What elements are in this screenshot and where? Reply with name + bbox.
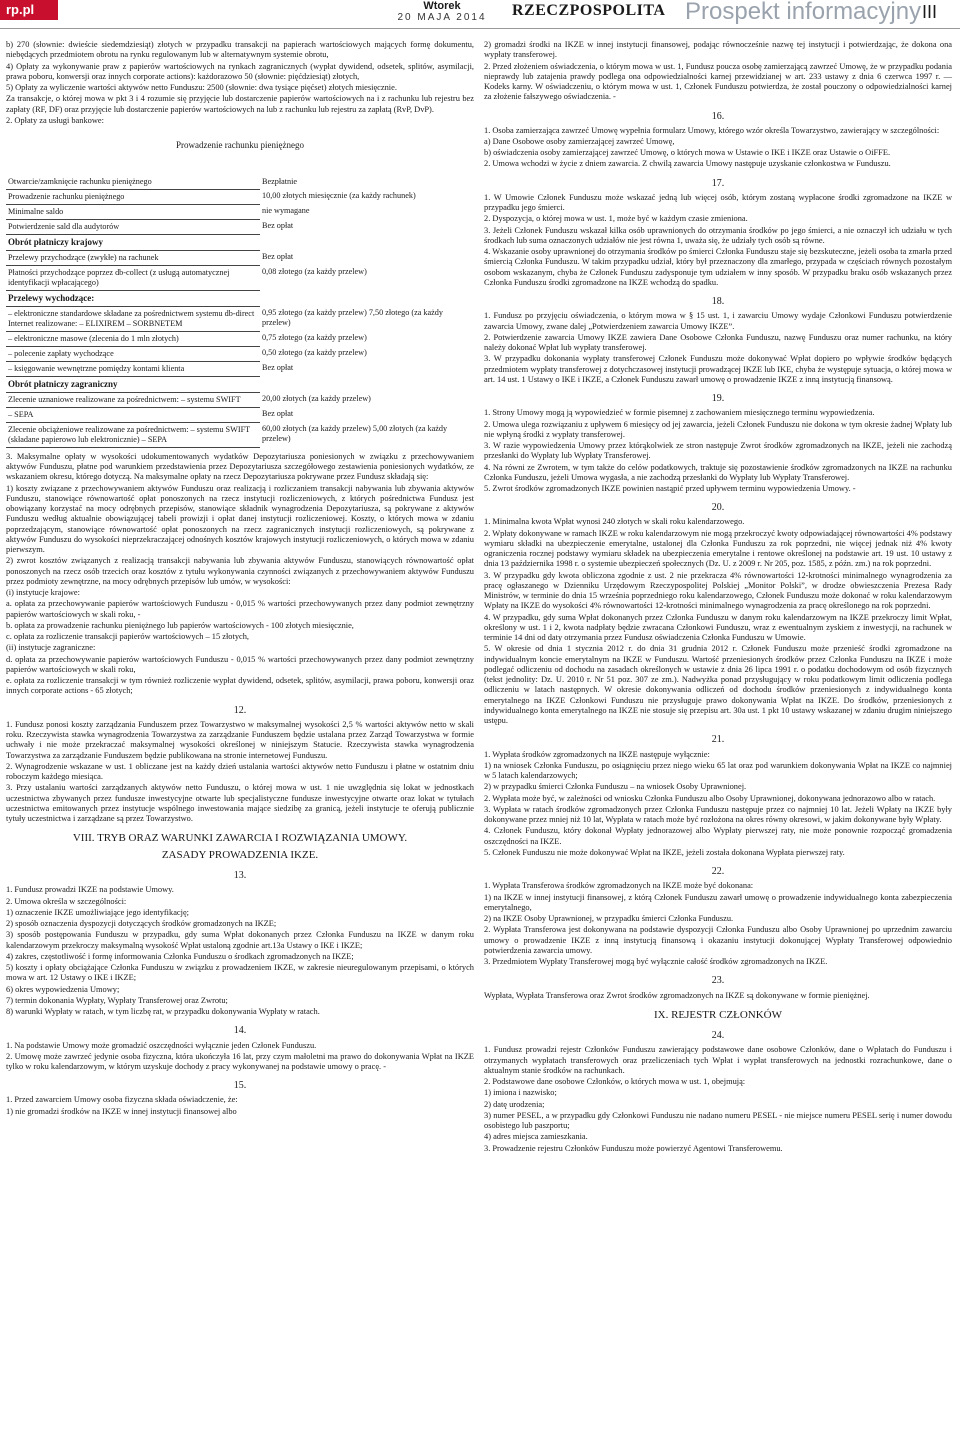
- paragraph: 1. Przed zawarciem Umowy osoba fizyczna składa oświadczenie, że:: [6, 1095, 238, 1105]
- paragraph: 3. Wypłata w ratach środków zgromadzonych przez Członka Funduszu następuje przez co najmniej 10 lat. Jeżeli Wpłaty na IKZE były dokonywane przez mniej niż 10 lat, Wypłata w ratach może być rozłożona na okres równy okresowi, w jakim dokonywane były Wpłaty.: [484, 804, 952, 825]
- fee-service: Zlecenie obciążeniowe realizowane za pośrednictwem: – systemu SWIFT (składane papierowo lub elektronicznie) – SEPA: [6, 422, 260, 447]
- fee-service: Prowadzenie rachunku pieniężnego: [6, 189, 260, 204]
- fee-service: Obrót płatniczy zagraniczny: [6, 376, 260, 392]
- paragraph: 5. Członek Funduszu nie może dokonywać Wpłat na IKZE, jeżeli została dokonana Wypłata pierwszej raty.: [484, 847, 845, 857]
- section-17-body: [484, 193, 952, 288]
- paragraph: 5. W okresie od dnia 1 stycznia 2012 r. do dnia 31 grudnia 2012 r. Członek Funduszu może przenieść środki zgromadzone na indywidualnym koncie emerytalnym na IKZE w Funduszu. Wartość przeniesionych środków przez Członka Funduszu na IKZE i może podlegać odliczeniu od dochodu na zasadach określonych w ustawie z dnia 26 lipca 1991 r. o podatku dochodowym od osób fizycznych (tekst jednolity: Dz. U. 2010 r. Nr 51 poz. 307 ze zm.). Nadwyżka ponad przysługujący w roku podatkowym limit odliczenia podlega odliczeniu w latach następnych. W okresie dokonywania odliczeń od dochodu środków przeniesionych z indywidualnego konta emerytalnego na IKZE Członkowi Funduszu nie przysługuje prawo dokonywania Wpłat na IKZE. Do środków, przeniesionych z indywidualnego konta emerytalnego na IKZE nie stosuje się przepisu art. 30a ust. 1 pkt 10 ustawy wskazanej w zdaniu drugim niniejszego ustępu.: [484, 644, 952, 726]
- fee-service: Obrót płatniczy krajowy: [6, 234, 260, 250]
- paragraph: b) oświadczenia osoby zamierzającej zawrzeć Umowę, o których mowa w Ustawie o IKE i IKZE oraz Ustawie o OiFFE.: [484, 148, 891, 158]
- fee-service: Minimalne saldo: [6, 204, 260, 219]
- paragraph: 2. Dyspozycja, o której mowa w ust. 1, może być w każdym czasie zmieniona.: [484, 214, 748, 224]
- fee-amount: [260, 376, 474, 392]
- paragraph: 3. Maksymalne opłaty w wysokości udokumentowanych wydatków Depozytariusza poniesionych w związku z przechowywaniem aktywów Funduszu, płatne pod warunkiem przedstawienia przez Depozytariusza szczegółowego zestawienia poniesionych wydatków, ze wskazaniem okresu, którego dotyczą. Na maksymalne opłaty na rzecz Depozytariusza pokrywane przez Fundusz składają się:: [6, 451, 474, 482]
- paragraph: 2. Wpłaty dokonywane w ramach IKZE w roku kalendarzowym nie mogą przekroczyć kwoty odpowiadającej równowartości 4% podstawy wymiaru składki na ubezpieczenie emerytalne, ustalonej dla Członka Funduszu za rok poprzedni, nie więcej jednak niż 4% kwoty ograniczenia rocznej podstawy wymiaru składek na ubezpieczenia emerytalne i rentowe określonej na podstawie art. 19 ust. 10 ustawy z dnia 13 października 1998 r. o systemie ubezpieczeń społecznych (Dz. U. z 2009 r. Nr 205, poz. 1585, z późn. zm.) na rok poprzedni.: [484, 528, 952, 569]
- paragraph: 3. W przypadku dokonania wypłaty transferowej Członek Funduszu może dokonywać Wpłat dopiero po wpływie środków będących przedmiotem wypłaty transferowej z dotychczasowej instytucji prowadzącej IKZE lub IKE, chyba że występuje sytuacja, o której mowa w art. 14 ust. 1 Ustawy o IKE i IKZE, a Członek Funduszu zawarł umowę o prowadzenie IKZE z inną instytucją finansową.: [484, 354, 952, 384]
- fee-service: – elektroniczne masowe (zlecenia do 1 mln złotych): [6, 331, 260, 346]
- paragraph: 2) gromadzi środki na IKZE w innej instytucji finansowej, podając równocześnie nazwę tej instytucji i potwierdzając, że dokona ona wypłaty transferowej.: [484, 40, 952, 60]
- paragraph: e. opłata za rozliczenie transakcji w tym również rozliczenie wypłat dywidend, odsetek, splitów, asymilacji, prawa poboru, konwersji oraz innych corporate actions - 65 złotych;: [6, 676, 474, 696]
- paragraph: 2. Opłaty za usługi bankowe:: [6, 115, 104, 125]
- paragraph: 1. Fundusz po przyjęciu oświadczenia, o którym mowa w § 15 ust. 1, i zawarciu Umowy wydaje Członkowi Funduszu potwierdzenie zawarcia Umowy, zwane dalej „Potwierdzeniem zawarcia Umowy IKZE”.: [484, 311, 952, 331]
- section-18-heading: 18.: [711, 296, 725, 308]
- paragraph: 3. W przypadku gdy kwota obliczona zgodnie z ust. 2 nie przekracza 4% równowartości 12-krotności minimalnego wynagrodzenia za pracę ogłaszanego w Dzienniku Urzędowym Rzeczypospolitej Polskiej „Monitor Polski”, w drodze obwieszczenia Prezesa Rady Ministrów, w terminie do dnia 15 września poprzedniego roku kalendarzowego, Członek Funduszu może dokonać w roku kalendarzowym Wpłaty na IKZE do wysokości 4% równowartości 12-krotności minimalnego wynagrodzenia za pracę określonego na rok poprzedni.: [484, 570, 952, 611]
- right-top-text: [484, 40, 952, 103]
- section-19-heading: 19.: [711, 393, 725, 405]
- fee-service: Przelewy wychodzące:: [6, 290, 260, 306]
- paragraph: b) 270 (słownie: dwieście siedemdziesiąt) złotych w przypadku transakcji na papierach wartościowych mających formę dokumentu, niebędących przedmiotem obrotu na rynku regulowanym lub w alternatywnym systemie obrotu,: [6, 40, 474, 60]
- paragraph: Za transakcje, o której mowa w pkt 3 i 4 rozumie się przyjęcie lub dostarczenie papierów wartościowych na i z rachunku lub rejestru bez zapłaty (RF, DF) oraz przyjęcie lub dostarczenie papierów wartościowych na lub z rachunku lub rejestru za zapłatą (RvP, DvP).: [6, 94, 474, 114]
- paragraph: 2) na IKZE Osoby Uprawnionej, w przypadku śmierci Członka Funduszu.: [484, 914, 734, 924]
- paragraph: 1. Strony Umowy mogą ją wypowiedzieć w formie pisemnej z zachowaniem miesięcznego terminu wypowiedzenia.: [484, 408, 875, 418]
- paragraph: 4. Wskazanie osoby uprawnionej do otrzymania środków po śmierci Członka Funduszu staje się bezskuteczne, jeżeli osoba ta zmarła przed śmiercią Członka Funduszu. W takim przypadku udział, który był przeznaczony dla zmarłego, przypada w częściach równych pozostałym osobom wskazanym, chyba że Członek Funduszu zadysponuje tym udziałem w inny sposób. W przypadku braku osób wskazanych przez Członka Funduszu środki zgromadzone na IKZE wchodzą do spadku.: [484, 247, 952, 287]
- fee-amount: Bez opłat: [262, 363, 294, 373]
- section-23-body: [484, 991, 952, 1001]
- section-17-heading: 17.: [711, 177, 725, 189]
- paragraph: 6) okres wypowiedzenia Umowy;: [6, 984, 120, 994]
- section-20-heading: 20.: [711, 502, 725, 514]
- fee-amount: [260, 234, 474, 250]
- fees-table-row: [6, 422, 474, 447]
- fee-amount: 0,75 złotego (za każdy przelew): [262, 333, 367, 343]
- paragraph: 1. Fundusz ponosi koszty zarządzania Funduszem przez Towarzystwo w maksymalnej wysokości 2,5 % wartości aktywów netto w skali roku. Rzeczywista stawka wynagrodzenia Towarzystwa za zarządzanie Funduszem będzie ustalana przez Zarząd Towarzystwa w formie uchwały i nie może przekraczać maksymalnej wysokości określonej w niniejszym Statucie. Rzeczywista stawka wynagrodzenia Towarzystwa za zarządzanie Funduszem będzie publikowana na stronie internetowej Funduszu.: [6, 719, 474, 760]
- fee-service: Płatności przychodzące poprzez db-collect (z usługą automatycznej identyfikacji wpłacającego): [6, 265, 260, 290]
- fee-amount: 0,95 złotego (za każdy przelew) 7,50 złotego (za każdy przelew): [262, 308, 443, 328]
- paragraph: 1. Na podstawie Umowy może gromadzić oszczędności wyłącznie jeden Członek Funduszu.: [6, 1040, 317, 1050]
- fee-amount: Bez opłat: [262, 221, 294, 231]
- section-21-heading: 21.: [711, 734, 725, 746]
- paragraph: 1. Wypłata środków zgromadzonych na IKZE następuje wyłącznie:: [484, 749, 710, 759]
- paragraph: 4) adres miejsca zamieszkania.: [484, 1132, 588, 1142]
- section-16-heading: 16.: [711, 110, 725, 122]
- section-12-body: [6, 720, 474, 825]
- fee-service: Przelewy przychodzące (zwykłe) na rachunek: [6, 250, 260, 265]
- paragraph: 2. Podstawowe dane osobowe Członków, o których mowa w ust. 1, obejmują:: [484, 1077, 746, 1087]
- section-24-heading: 24.: [711, 1030, 725, 1042]
- section-15-heading: 15.: [233, 1080, 247, 1092]
- fees-table-row: [6, 250, 474, 265]
- fee-amount: Bez opłat: [262, 252, 294, 262]
- paragraph: 3) numer PESEL, a w przypadku gdy Członkowi Funduszu nie nadano numeru PESEL - nie miejsce numeru PESEL serię i numer dowodu osobistego lub paszportu;: [484, 1110, 952, 1131]
- day-name: Wtorek: [423, 0, 461, 12]
- paragraph: 7) termin dokonania Wypłaty, Wypłaty Transferowej oraz Zwrotu;: [6, 995, 228, 1005]
- fees-table-row: [6, 290, 474, 306]
- chapter-viii-subtitle: ZASADY PROWADZENIA IKZE.: [161, 848, 319, 861]
- left-top-text: [6, 40, 474, 126]
- paragraph: 1) oznaczenie IKZE umożliwiające jego identyfikację;: [6, 907, 189, 917]
- paragraph: 2. Umowa wchodzi w życie z dniem zawarcia. Z chwilą zawarcia Umowy następuje uzyskanie członkostwa w Funduszu.: [484, 159, 891, 169]
- paragraph: 1. Wypłata Transferowa środków zgromadzonych na IKZE może być dokonana:: [484, 881, 754, 891]
- paragraph: (i) instytucje krajowe:: [6, 588, 80, 598]
- fee-service: Potwierdzenie sald dla audytorów: [6, 219, 260, 234]
- paragraph: 1) nie gromadzi środków na IKZE w innej instytucji finansowej albo: [6, 1106, 237, 1116]
- section-13-heading: 13.: [233, 870, 247, 882]
- section-24-body: [484, 1045, 952, 1154]
- section-14-body: [6, 1041, 474, 1073]
- left-after-table: [6, 452, 474, 697]
- paragraph: 3) sposób postępowania Funduszu w przypadku, gdy suma Wpłat dokonanych przez Członka Funduszu na IKZE w danym roku kalendarzowym przekroczy maksymalną wysokość Wpłat ustaloną zgodnie art.13a Ustawy o IKE i IKZE;: [6, 930, 474, 950]
- left-column: [6, 40, 474, 1118]
- paragraph: 2. Wypłata może być, w zależności od wniosku Członka Funduszu albo Osoby Uprawnionej, dokonywana jednorazowo albo w ratach.: [484, 793, 936, 803]
- paragraph: 2. Przed złożeniem oświadczenia, o którym mowa w ust. 1, Fundusz poucza osobę zamierzającą zawrzeć Umowę, że w przypadku podania nieprawdy lub zatajenia prawdy podlega ona odpowiedzialności karnej przewidzianej w art. 233 ustawy z dnia 6 czerwca 1997 r. — Kodeks karny. W oświadczeniu, o którym mowa w ust. 1, Członek Funduszu potwierdza, że został pouczony o odpowiedzialności karnej za złożenie fałszywego oświadczenia. -: [484, 61, 952, 102]
- chapter-viii-title: VIII. TRYB ORAZ WARUNKI ZAWARCIA I ROZWIĄZANIA UMOWY.: [72, 832, 408, 845]
- paragraph: 2. Potwierdzenie zawarcia Umowy IKZE zawiera Dane Osobowe Członka Funduszu, nazwę Funduszu oraz numer rachunku, na który należy dokonać Wpłat lub wypłaty transferowej.: [484, 332, 952, 353]
- paragraph: 2) sposób oznaczenia dyspozycji dotyczących środków gromadzonych na IKZE;: [6, 919, 277, 929]
- section-22-body: [484, 881, 952, 967]
- paragraph: a) Dane Osobowe osoby zamierzającej zawrzeć Umowę,: [484, 136, 675, 146]
- paragraph: 2. Umowa ulega rozwiązaniu z upływem 6 miesięcy od jej zawarcia, jeżeli Członek Funduszu nie dokona w tym okresie żadnej Wpłaty lub nie wpłyną środki z wypłaty transferowej.: [484, 419, 952, 439]
- fee-amount: Bezpłatnie: [262, 176, 298, 186]
- right-column: [484, 40, 952, 1155]
- fees-table-row: [6, 346, 474, 361]
- fees-table-row: [6, 204, 474, 219]
- paragraph: 8) warunki Wypłaty w ratach, w tym liczbę rat, w przypadku dokonywania Wypłaty w ratach.: [6, 1007, 320, 1017]
- section-19-body: [484, 408, 952, 494]
- fee-amount: [260, 290, 474, 306]
- masthead: RZECZPOSPOLITA: [512, 2, 666, 19]
- paragraph: 3. Przedmiotem Wypłaty Transferowej mogą być wyłącznie całość środków zgromadzonych na IKZE.: [484, 957, 828, 967]
- fee-amount: 0,08 złotego (za każdy przelew): [262, 267, 367, 277]
- fee-service: – elektroniczne standardowe składane za pośrednictwem systemu db-direct Internet realizowane: – ELIXIREM – SORBNETEM: [6, 306, 260, 331]
- paragraph: 2. Wynagrodzenie wskazane w ust. 1 obliczane jest na każdy dzień ustalania wartości aktywów netto Funduszu i płatne w ostatnim dniu roboczym każdego miesiąca.: [6, 761, 474, 782]
- paragraph: 4. Na równi ze Zwrotem, w tym także do celów podatkowych, traktuje się pozostawienie środków zgromadzonych na IKZE na rachunku Członka Funduszu, jeżeli Umowa wygasła, a nie zachodzą przesłanki do Wypłaty lub Wypłaty Transferowej.: [484, 462, 952, 482]
- section-20-body: [484, 517, 952, 726]
- paragraph: 5. Zwrot środków zgromadzonych IKZE powinien nastąpić przed upływem terminu wypowiedzenia Umowy. -: [484, 484, 856, 493]
- paragraph: 2. Umowę może zawrzeć jedynie osoba fizyczna, która ukończyła 16 lat, przy czym małoletni ma prawo do dokonywania Wpłat na IKZE tylko w roku kalendarzowym, w którym uzyskuje dochody z pracy wykonywanej na podstawie umowy o pracę. -: [6, 1051, 474, 1071]
- paragraph: 4) zakres, częstotliwość i formę informowania Członka Funduszu o środkach zgromadzonych na IKZE;: [6, 951, 354, 961]
- fee-amount: 10,00 złotych miesięcznie (za każdy rachunek): [262, 191, 416, 201]
- paragraph: 2) zwrot kosztów związanych z realizacją transakcji nabywania lub zbywania aktywów Funduszu, stanowiących równowartość opłat ponoszonych na rzecz osób trzecich oraz kosztów z tytułu wykonywania czynności związanych z przechowywaniem aktywów Funduszu przez podmioty zewnętrzne, na mocy odrębnych przepisów lub umów, w wysokości:: [6, 556, 474, 586]
- paragraph: 4. W przypadku, gdy suma Wpłat dokonanych przez Członka Funduszu w danym roku kalendarzowym na IKZE przekroczy limit Wpłat, określony w ust. 1 i 2, kwota nadpłaty będzie zwracana Członkowi Funduszu, wraz z ewentualnym zyskiem z inwestycji, na rachunek w terminie 14 dni od daty otrzymania przez Fundusz oświadczenia Członka Funduszu w Umowie.: [484, 612, 952, 643]
- paragraph: b. opłata za prowadzenie rachunku pieniężnego lub papierów wartościowych - 100 złotych miesięcznie,: [6, 620, 354, 630]
- paragraph: 5) koszty i opłaty obciążające Członka Funduszu w związku z prowadzeniem IKZE, w zakresie nieuregulowanym przepisami, o których mowa w art. 12 Ustawy o IKE i IKZE;: [6, 963, 474, 983]
- fees-table-row: [6, 219, 474, 234]
- section-12-heading: 12.: [233, 704, 247, 716]
- fee-service: – polecenie zapłaty wychodzące: [6, 346, 260, 361]
- paragraph: 1) na IKZE w innej instytucji finansowej, z którą Członek Funduszu zawarł umowę o prowadzenie indywidualnego konta zabezpieczenia emerytalnego,: [484, 892, 952, 912]
- paragraph: d. opłata za przechowywanie papierów wartościowych Funduszu - 0,015 % wartości przechowywanych przez dany podmiot zewnętrzny papierów wartościowych w skali roku,: [6, 654, 474, 674]
- paragraph: 3. W razie wypowiedzenia Umowy przez którąkolwiek ze stron następuje Zwrot środków zgromadzonych na IKZE, jeżeli nie zachodzą przesłanki do Wypłaty lub Wypłaty Transferowej.: [484, 441, 952, 461]
- paragraph: 5) Opłaty za wyliczenie wartości aktywów netto Funduszu: 2500 (słownie: dwa tysiące pięćset) złotych miesięcznie.: [6, 83, 397, 92]
- paragraph: 1. Minimalna kwota Wpłat wynosi 240 złotych w skali roku kalendarzowego.: [484, 517, 745, 527]
- section-title: Prospekt informacyjny: [685, 0, 922, 25]
- fees-table-row: [6, 376, 474, 392]
- fee-amount: Bez opłat: [262, 409, 294, 419]
- paragraph: a. opłata za przechowywanie papierów wartościowych Funduszu - 0,015 % wartości przechowywanych przez dany podmiot zewnętrzny papierów wartościowych w skali roku, -: [6, 599, 474, 619]
- fees-table-row: [6, 361, 474, 376]
- fee-service: – księgowanie wewnętrzne pomiędzy kontami klienta: [6, 361, 260, 376]
- paragraph: 1) na wniosek Członka Funduszu, po osiągnięciu przez niego wieku 65 lat oraz pod warunkiem dokonywania Wpłat na IKZE co najmniej w 5 latach kalendarzowych;: [484, 760, 952, 781]
- paragraph: c. opłata za rozliczenie transakcji papierów wartościowych – 15 złotych,: [6, 632, 250, 642]
- fees-table-row: [6, 407, 474, 422]
- section-21-body: [484, 750, 952, 859]
- section-14-heading: 14.: [233, 1025, 247, 1037]
- paragraph: 1) imiona i nazwisko;: [484, 1088, 557, 1098]
- paragraph: 1. Fundusz prowadzi IKZE na podstawie Umowy.: [6, 885, 174, 895]
- paragraph: (ii) instytucje zagraniczne:: [6, 643, 96, 653]
- paragraph: 4) Opłaty za wykonywanie praw z papierów wartościowych na rynkach zagranicznych (wypłat dywidend, odsetek, splitów, asymilacji, prawa poboru, konwersji oraz innych corporate actions): każdorazowo 50 (słownie: pięćdziesiąt) złotych,: [6, 61, 474, 81]
- section-22-heading: 22.: [711, 866, 725, 878]
- fees-table-row: [6, 265, 474, 290]
- section-18-body: [484, 311, 952, 385]
- paragraph: 3. Przy ustalaniu wartości zarządzanych aktywów netto Funduszu, o której mowa w ust. 1 nie uwzględnia się lokat w jednostkach uczestnictwa zbywanych przez fundusze inwestycyjne otwarte lub specjalistyczne fundusze inwestycyjne otwarte oraz lokat w tytułach uczestnictwa emitowanych przez instytucje wspólnego inwestowania mające siedzibę za granicą, jeżeli instytucje te oferują publicznie tytuły uczestnictwa i zarządzane są przez Towarzystwo.: [6, 783, 474, 824]
- paragraph: 2. Umowa określa w szczególności:: [6, 896, 127, 906]
- fee-amount: nie wymagane: [262, 206, 310, 216]
- fees-table-title: Prowadzenie rachunku pieniężnego: [176, 140, 304, 150]
- paragraph: Wypłata, Wypłata Transferowa oraz Zwrot środków zgromadzonych na IKZE są dokonywane w formie pieniężnej.: [484, 990, 870, 1000]
- fees-table-row: [6, 306, 474, 331]
- chapter-ix-title: IX. REJESTR CZŁONKÓW: [653, 1008, 783, 1021]
- issue-date: 20 MAJA 2014: [397, 12, 487, 23]
- paragraph: 1. W Umowie Członek Funduszu może wskazać jedną lub więcej osób, którym zostaną wypłacone środki zgromadzone na IKZE w przypadku jego śmierci.: [484, 192, 952, 213]
- paragraph: 1. Osoba zamierzająca zawrzeć Umowę wypełnia formularz Umowy, którego wzór określa Towarzystwo, zawierający w szczególności:: [484, 125, 940, 135]
- fee-amount: 20,00 złotych (za każdy przelew): [262, 394, 371, 404]
- fees-table-row: [6, 189, 474, 204]
- section-13-body: [6, 885, 474, 1017]
- paragraph: 1) koszty związane z przechowywaniem aktywów Funduszu oraz realizacją i rozliczaniem transakcji nabywania lub zbywania aktywów Funduszu, stanowiące równowartość opłat ponoszonych na rzecz instytucji rozliczeniowych, z których pośrednictwa Fundusz jest obowiązany korzystać na mocy odrębnych przepisów, stanowiące składnik wynagrodzenia Depozytariusza, są pokrywane z aktywów Funduszu według aktualnie obowiązującej tabeli prowizji i opłat danej instytucji rozliczeniowej. Koszty, o których mowa w zdaniu poprzedzającym, stanowiące równowartość opłat ponoszonych na rzecz zagranicznych instytucji rozliczeniowych, są pokrywane z aktywów Funduszu do wysokości nieprzekraczającej odnośnych kosztów krajowych instytucji rozliczeniowych, o których mowa w zdaniu pierwszym.: [6, 483, 474, 555]
- section-23-heading: 23.: [711, 975, 725, 987]
- page-number: III: [922, 2, 938, 22]
- paragraph: 1. Fundusz prowadzi rejestr Członków Funduszu zawierający podstawowe dane osobowe Członków, dane o Wpłatach do Funduszu i otrzymanych wypłatach transferowych oraz przeliczeniach tych Wpłat i wypłat transferowych na jednostki rozrachunkowe, dane o aktualnym stanie środków na rachunkach.: [484, 1045, 952, 1075]
- paragraph: 4. Członek Funduszu, który dokonał Wypłaty jednorazowej albo Wypłaty pierwszej raty, nie może ponownie rozpocząć gromadzenia oszczędności na IKZE.: [484, 826, 952, 846]
- fee-service: Zlecenie uznaniowe realizowane za pośrednictwem: – systemu SWIFT: [6, 392, 260, 407]
- fees-table: [6, 175, 474, 448]
- paragraph: 2) datę urodzenia;: [484, 1099, 545, 1109]
- section-15-body: [6, 1095, 474, 1117]
- paragraph: 2) w przypadku śmierci Członka Funduszu – na wniosek Osoby Uprawnionej.: [484, 782, 747, 792]
- fee-amount: 60,00 złotych (za każdy przelew) 5,00 złotych (za każdy przelew): [262, 424, 448, 444]
- page-header: [0, 0, 960, 29]
- fees-table-row: [6, 392, 474, 407]
- paragraph: 2. Wypłata Transferowa jest dokonywana na podstawie dyspozycji Członka Funduszu albo Osoby Uprawnionej po uprzednim zawarciu umowy o prowadzenie IKZE z inną instytucją finansową i okazaniu instytucji dokonującej Wypłaty Transferowej odpowiednio potwierdzenia zawarcia umowy.: [484, 925, 952, 955]
- fee-service: Otwarcie/zamknięcie rachunku pieniężnego: [6, 175, 260, 190]
- rp-logo[interactable]: rp.pl: [0, 0, 58, 20]
- fee-service: – SEPA: [6, 407, 260, 422]
- fees-table-row: [6, 175, 474, 190]
- paragraph: 3. Jeżeli Członek Funduszu wskazał kilka osób uprawnionych do otrzymania środków po jego śmierci, a nie oznaczył ich udziału w tych środkach lub suma oznaczonych udziałów nie jest równa 1, uważa się, że udziały tych osób są równe.: [484, 225, 952, 245]
- fees-table-row: [6, 234, 474, 250]
- paragraph: 3. Prowadzenie rejestru Członków Funduszu może powierzyć Agentowi Transferowemu.: [484, 1143, 783, 1153]
- fees-table-row: [6, 331, 474, 346]
- section-16-body: [484, 126, 952, 170]
- fee-amount: 0,50 złotego (za każdy przelew): [262, 348, 367, 358]
